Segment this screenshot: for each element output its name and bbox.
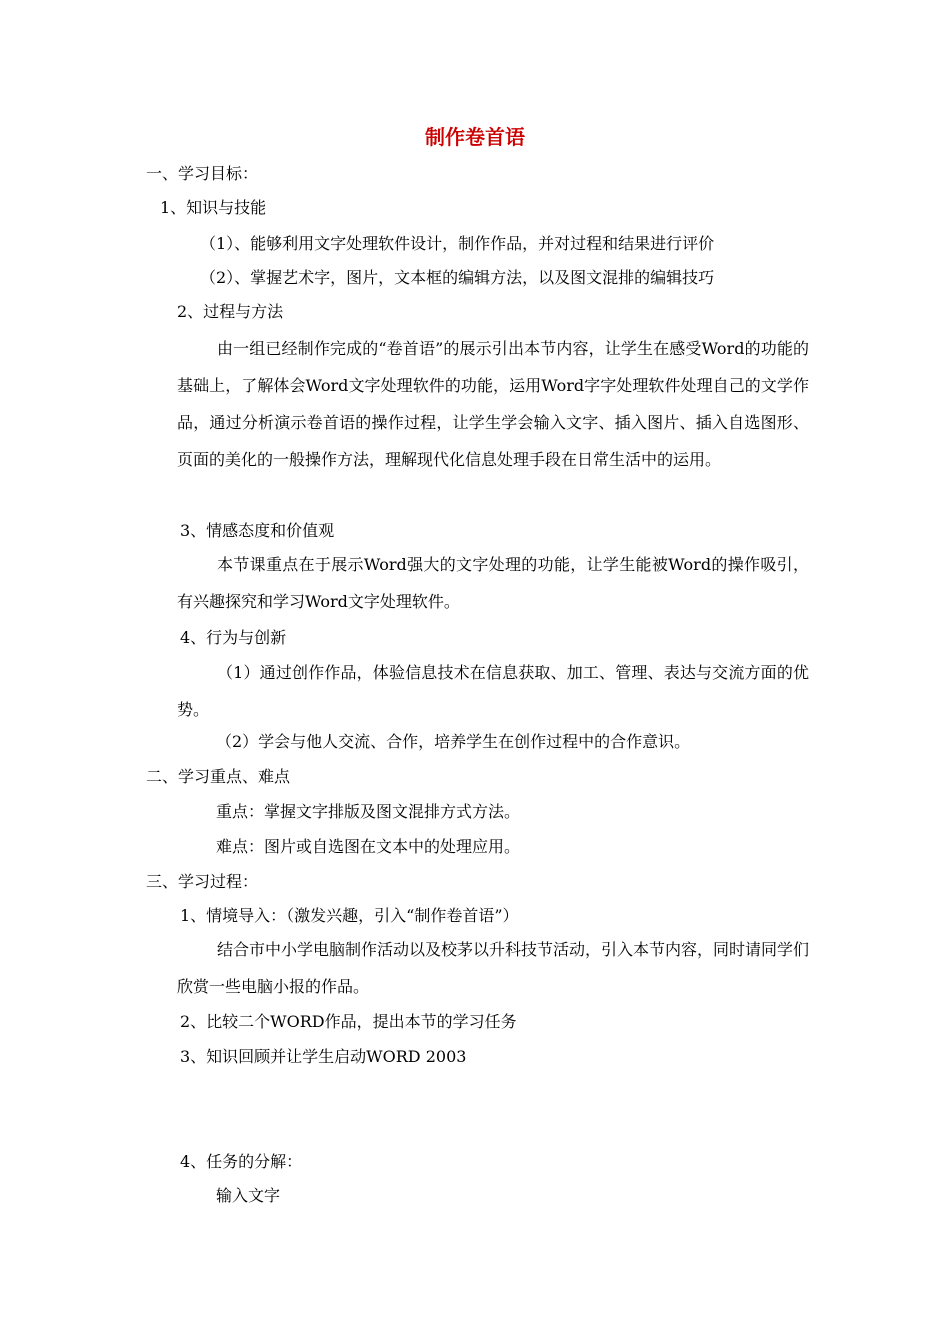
subheading-attitude-values: 3、情感态度和价值观	[180, 521, 335, 540]
list-item: （1）、能够利用文字处理软件设计，制作作品，并对过程和结果进行评价	[200, 234, 715, 253]
section-heading-objectives: 一、学习目标：	[146, 164, 259, 183]
key-point-text: 重点：掌握文字排版及图文混排方式方法。	[216, 802, 521, 821]
subheading-review-start: 3、知识回顾并让学生启动WORD 2003	[180, 1047, 467, 1066]
section-heading-key-difficulty: 二、学习重点、难点	[146, 767, 291, 786]
paragraph-scenario-intro: 结合市中小学电脑制作活动以及校茅以升科技节活动，引入本节内容，同时请同学们欣赏一些电脑小报的作品。	[177, 940, 810, 996]
section-heading-process: 三、学习过程：	[146, 872, 259, 891]
task-item: 输入文字	[216, 1186, 281, 1205]
list-item: （2）学会与他人交流、合作，培养学生在创作过程中的合作意识。	[216, 732, 691, 751]
subheading-process-method: 2、过程与方法	[177, 302, 284, 321]
subheading-scenario-intro: 1、情境导入：（激发兴趣，引入“制作卷首语”）	[180, 906, 519, 925]
subheading-compare-works: 2、比较二个WORD作品，提出本节的学习任务	[180, 1012, 517, 1031]
subheading-knowledge-skills: 1、知识与技能	[160, 198, 267, 217]
list-item: （2）、掌握艺术字，图片，文本框的编辑方法，以及图文混排的编辑技巧	[200, 268, 715, 287]
subheading-behavior-innovation: 4、行为与创新	[180, 628, 287, 647]
subheading-task-breakdown: 4、任务的分解：	[180, 1152, 303, 1171]
difficulty-text: 难点：图片或自选图在文本中的处理应用。	[216, 837, 521, 856]
document-title: 制作卷首语	[425, 125, 525, 149]
paragraph-process-method: 由一组已经制作完成的“卷首语”的展示引出本节内容，让学生在感受Word的功能的基础上，了解体会Word文字处理软件的功能，运用Word字字处理软件处理自己的文学作品，通过分析演示卷首语的操作过程，让学生学会输入文字、插入图片、插入自选图形、页面的美化的一般操作方法，理解现代化信息处理手段在日常生活中的运用。	[177, 339, 809, 469]
paragraph-behavior-innovation: （1）通过创作作品，体验信息技术在信息获取、加工、管理、表达与交流方面的优势。	[177, 663, 809, 719]
paragraph-attitude-values: 本节课重点在于展示Word强大的文字处理的功能，让学生能被Word的操作吸引，有兴趣探究和学习Word文字处理软件。	[177, 555, 809, 611]
